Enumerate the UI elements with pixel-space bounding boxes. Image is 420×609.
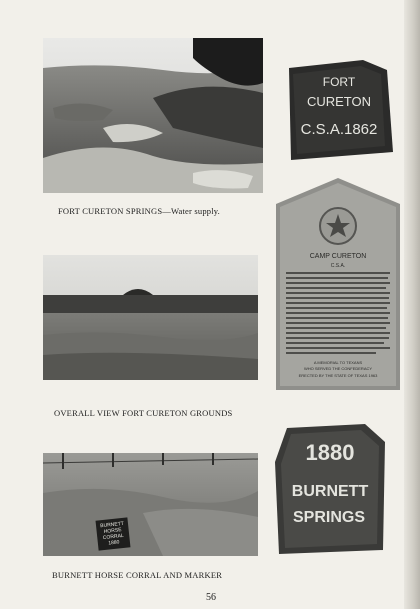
stone-fort-line1: FORT	[322, 75, 356, 89]
corral-sign-line4: 1880	[108, 539, 120, 547]
stone-burnett-line1: 1880	[305, 440, 355, 465]
photo-overall-grounds	[43, 255, 258, 380]
stone-fort-line3: C.S.A.1862	[300, 121, 378, 138]
stone-burnett-line3: SPRINGS	[292, 509, 366, 526]
marker-footer-1: A MEMORIAL TO TEXANS	[313, 360, 363, 365]
corral-sign-line2: HORSE	[103, 527, 122, 535]
corral-sign-line3: CORRAL	[102, 532, 124, 542]
photo-burnett-corral	[43, 453, 258, 556]
marker-footer-3: ERECTED BY THE STATE OF TEXAS 1963	[298, 373, 378, 378]
marker-subtitle: C.S.A.	[330, 263, 346, 269]
photo-burnett-springs-stone	[273, 422, 388, 557]
caption-grounds: OVERALL VIEW FORT CURETON GROUNDS	[54, 408, 233, 418]
caption-springs: FORT CURETON SPRINGS—Water supply.	[58, 206, 221, 216]
page-number: 56	[206, 592, 216, 603]
photo-fort-cureton-stone	[283, 56, 395, 164]
book-spine	[404, 0, 420, 609]
caption-corral: BURNETT HORSE CORRAL AND MARKER	[52, 570, 223, 580]
marker-footer-2: WHO SERVED THE CONFEDERACY	[303, 366, 373, 371]
marker-title: CAMP CURETON	[309, 253, 367, 260]
stone-fort-line2: CURETON	[306, 94, 372, 109]
corral-sign-line1: BURNETT	[99, 520, 125, 530]
photo-camp-cureton-marker	[272, 176, 404, 394]
stone-burnett-line2: BURNETT	[291, 483, 369, 500]
photo-fort-cureton-springs	[43, 38, 263, 193]
